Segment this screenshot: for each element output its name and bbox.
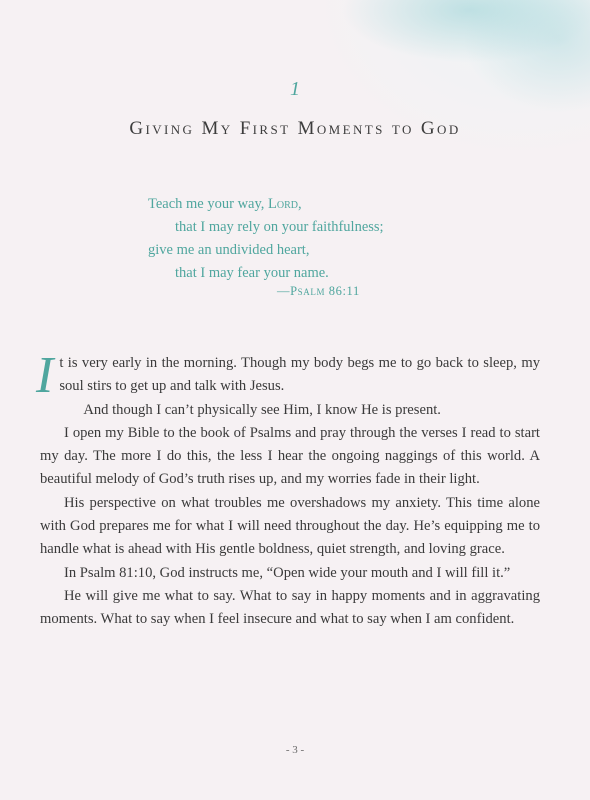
epigraph-line-2: that I may rely on your faithfulness;	[175, 219, 384, 235]
epigraph-line-1-text: Teach me your way,	[148, 196, 269, 212]
chapter-title: Giving My First Moments to God	[129, 118, 461, 139]
chapter-number: 1	[290, 78, 300, 100]
paragraph-2: And though I can’t physically see Him, I know He is present.	[83, 401, 441, 418]
paragraph-1-text: t is very early in the morning. Though my body begs me to go back to sleep, my soul stirs to get up and talk with Jesus.	[59, 355, 540, 395]
epigraph-line-3: give me an undivided heart,	[148, 242, 310, 258]
drop-cap: I	[36, 347, 54, 404]
page-number: - 3 -	[285, 744, 305, 756]
paragraph-3: I open my Bible to the book of Psalms and pray through the verses I read to start my day. The more I do this, the less I hear the ongoing naggings of this world. A beautiful melody of God’s truth rises up, and my worries fade in their light.	[40, 424, 540, 488]
paragraph-4: His perspective on what troubles me overshadows my anxiety. This time alone with God prepares me for what I will need throughout the day. He’s equipping me to handle what is ahead with His gentle boldness, quiet strength, and loving grace.	[40, 494, 540, 558]
epigraph-attribution: —Psalm 86:11	[277, 284, 360, 298]
paragraph-1	[36, 347, 540, 404]
epigraph	[148, 193, 384, 285]
paragraph-6: He will give me what to say. What to say in happy moments and in aggravating moments. What to say when I feel insecure and what to say when I am confident.	[40, 587, 540, 628]
epigraph-line-4: that I may fear your name.	[175, 265, 329, 281]
paragraph-5: In Psalm 81:10, God instructs me, “Open wide your mouth and I will fill it.”	[64, 564, 511, 581]
epigraph-line-1-end: ,	[298, 196, 302, 212]
body-text	[36, 347, 540, 632]
epigraph-lord: Lord	[268, 196, 299, 212]
epigraph-line-1	[148, 193, 384, 216]
